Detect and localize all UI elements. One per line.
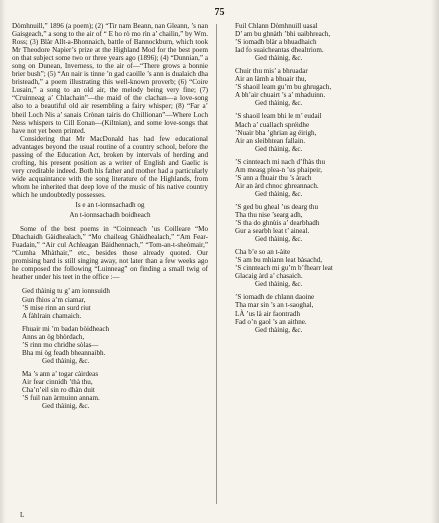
verse-line: ’S ann a fhuair thu ’s àrach — [235, 173, 312, 182]
verse-line: Mach a’ cuallach spréidhe — [235, 120, 310, 129]
refrain: Ged thàinig, &c. — [255, 99, 303, 108]
verse-line: D’ am bu ghnàth ’bhi uaibhreach, — [235, 30, 331, 39]
verse-line: Ged thàinig tu g’ am ionnsuidh — [22, 287, 110, 296]
left-column — [12, 22, 208, 415]
refrain: Ged thàinig, &c. — [255, 235, 303, 244]
refrain: Ged thàinig, &c. — [255, 144, 303, 153]
stanza — [12, 370, 208, 410]
stanza — [12, 325, 208, 365]
paragraph-biography: Considering that Mr MacDonald has had few educational advantages beyond the usual routine of a country school, before the passing of the Education Act, broken by intervals of herding and crofting, his present position as a writer of English and Gaelic is very creditable indeed. Both his father and mother had a particularly wide acquaintance with the song literature of the Highlands, from whom he inherited that deep love of the music of his native country which he undoubtedly possesses. — [12, 134, 208, 199]
paragraph-best-poems: Some of the best poems in “Coinneach ’us Coilleare “Mo Dhachaidh Gàidhealach,” “Mo chaileag Ghàidhealach,” “Am Fear-Fuadain,” “Air cul Achleagan Bàidhennach,” “Tom-an-t-sheòmair,” “Cumha Mhàthair,” etc., besides those already quoted. Our promising bard is still singing away, not later than a few weeks ago he composed the following “Luinneag” on finding a small twig of heather under his teet in the office :— — [12, 225, 208, 282]
right-column — [225, 22, 425, 339]
verse-line: ’S ged bu gheal ’us dearg thu — [235, 202, 319, 211]
verse-line: Anns an òg bhòrdach, — [22, 332, 85, 341]
stanza — [225, 22, 425, 62]
verse-line: LÀ ’us là air faontradh — [235, 309, 301, 318]
verse-line: Cha’n’eil sin ro dhàn duit — [22, 385, 95, 394]
verse-line: Am measg plea-n ’us phaipeir, — [235, 165, 322, 174]
verse-line: Tha thu nise ’searg adh, — [235, 210, 303, 219]
verse-line: Glacaig àrd a’ chasaich. — [235, 272, 303, 281]
refrain: Ged thàinig, &c. — [255, 189, 303, 198]
verse-line: A fàhlrain chamaich. — [22, 311, 82, 320]
verse-line: Air an sleibhtean fallain. — [235, 136, 306, 145]
verse-line: Fhuair mi ’m badan bòidheach — [22, 324, 110, 333]
stanza — [225, 203, 425, 243]
verse-line: ’S fuil nan àrmuinn annam. — [22, 394, 100, 403]
verse-line: ’S rinn mo chridhe sòlas— — [22, 340, 99, 349]
verse-line: Air an làmh a bhuair thu, — [235, 75, 307, 84]
verse-line: ’S mise rinn an surd riut — [22, 303, 91, 312]
page-edge-shadow — [431, 0, 439, 523]
verse-line: ’S iomadh de chlann daoine — [235, 293, 315, 302]
proverb-line-1: Is e an t-ionnsachadh og — [75, 201, 145, 210]
verse-line: ’S shaoil leam gu’m bu ghrugach, — [235, 83, 332, 92]
stanza — [225, 67, 425, 107]
footer-signature-mark: L — [20, 511, 25, 519]
refrain: Ged thàinig, &c. — [42, 402, 90, 411]
verse-line: Fuil Chlann Dòmhnuill uasal — [235, 22, 318, 30]
verse-line: Tha mar sin ’s an t-saoghal, — [235, 301, 314, 310]
verse-line: Cha b’e so an t-àite — [235, 248, 291, 257]
proverb-line-2: An t-ionnsachadh boidheach — [69, 211, 151, 220]
verse-line: Fad o’n gaol ’s an aithne. — [235, 317, 307, 326]
verse-line: ’S cinnteach mi gu’m b’fhearr leat — [235, 264, 333, 273]
page-gutter-shadow — [0, 0, 6, 523]
verse-line: ’Nuair bha ’ghrian ag éirigh, — [235, 128, 317, 137]
verse-line: ’S am bu mhiann leat bàsachd, — [235, 256, 323, 265]
verse-line: Iad fo suaicheantas dhealtriom. — [235, 46, 324, 55]
refrain: Ged thàinig, &c. — [255, 280, 303, 289]
stanza — [225, 248, 425, 288]
stanza — [12, 287, 208, 319]
verse-line: Gun fhios a’m ciamar, — [22, 295, 86, 304]
verse-line: Ma ’s ann a’ togar càirdeas — [22, 369, 99, 378]
page-number: 75 — [214, 7, 225, 18]
column-divider — [216, 24, 217, 504]
refrain: Ged thàinig, &c. — [42, 356, 90, 365]
verse-line: Chuir thu mis’ a bhruadar — [235, 67, 308, 76]
refrain: Ged thàinig, &c. — [255, 325, 303, 334]
verse-line: ’S shaoil leam bhi le m’ eudail — [235, 112, 322, 121]
verse-line: Air an àrd chnoc ghreannach. — [235, 181, 319, 190]
stanza — [225, 112, 425, 152]
verse-line: Gur a searbh leat t’ aineal. — [235, 227, 310, 236]
stanza — [225, 158, 425, 198]
verse-line: Air fear cinnidh ’thà thu, — [22, 377, 93, 386]
verse-line: ’S cinnteach mi nach d’fhàs thu — [235, 157, 326, 166]
verse-line: A bh’air chuairt ’s a’ mhaduinn. — [235, 91, 326, 100]
verse-line: ’S tha do ghnùis a’ dearbhadh — [235, 219, 320, 228]
stanza — [225, 293, 425, 333]
verse-line: Bha mi òg feadh bheannaibh. — [22, 348, 106, 357]
paragraph-works-list: Dòmhnuill,” 1896 (a poem); (2) “Tir nam Beann, nan Gleann, ’s nan Gaisgeach,” a song to the air of “ E ho rò mo rìn a’ chailin,” by Wm. Ross; (3) Blàr Allt-a-Bhonnaich, battle of Bannockburn, which took Mr Theodore Napier’s prize at the Highland Mod for the best poem on that subject some two or three years ago (1896); (4) “Dunnian,” a song on Dunean, Inverness, to the air of—“There grows a bonnie brier bush”; (5) “An nair is tinne ’n gad caoille ’s ann is dualaich dha bristeadh,” a poem illustrating this well-known proverb; (6) “Coire Lusain,” a song to an old air, the melody being very fine; (7) “Cruinneag a’ Chlachain”—the maid of the clachan—a love-song also to a beautiful old air resembling a fairy whisper; (8) “Far a’ bheil Loch Nis a’ sanais Crònan tairis do Chillionan”—Where Loch Ness whispers to Cill Eonan—(Kiltnian), and some love-songs that have not yet been printed. — [12, 22, 208, 135]
verse-line: ’S iomadh blàr a bhuadhaich — [235, 38, 317, 47]
refrain: Ged thàinig, &c. — [255, 54, 303, 63]
